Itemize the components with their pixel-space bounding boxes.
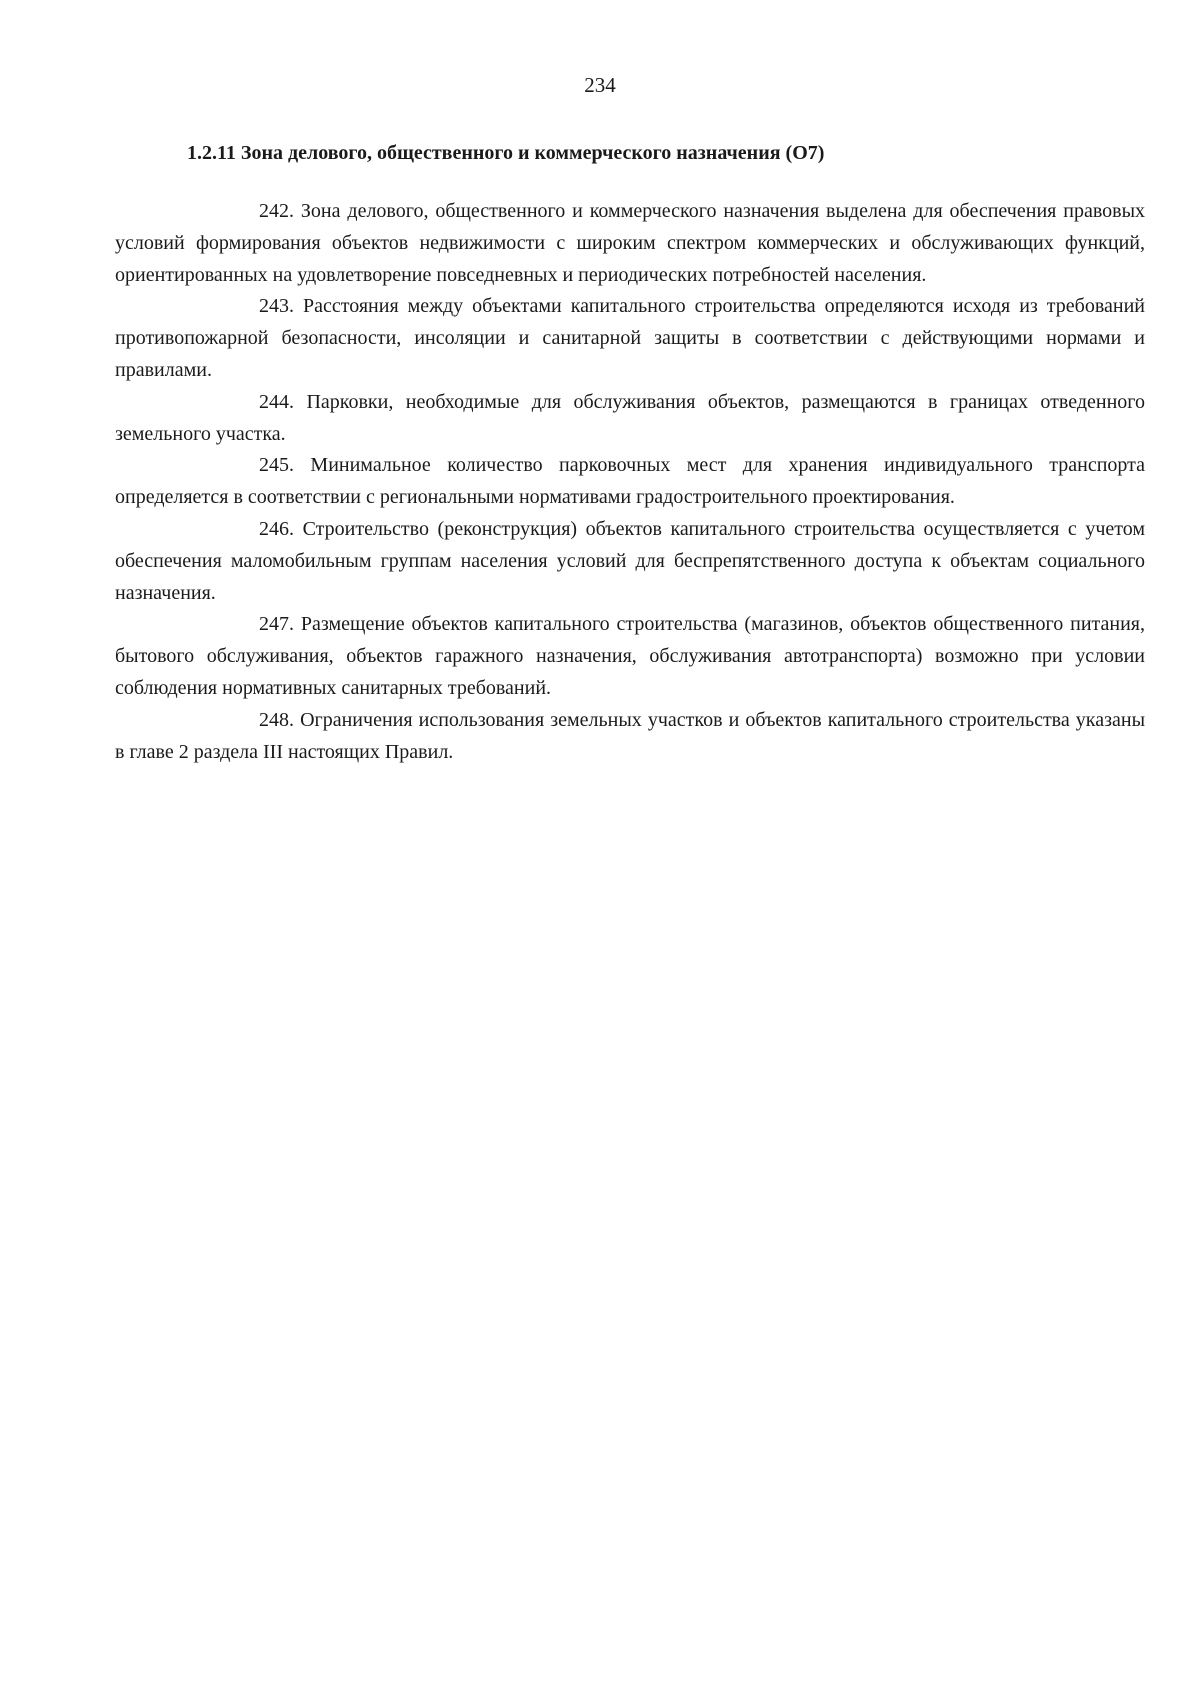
paragraph-245: [115, 450, 1145, 514]
paragraph-number: 245.: [259, 454, 294, 477]
paragraph-247: [115, 609, 1145, 704]
paragraph-number: 244.: [259, 390, 294, 413]
section-body: [115, 196, 1145, 768]
paragraph-number: 246.: [259, 517, 294, 540]
paragraph-text: Размещение объектов капитального строительства (магазинов, объектов общественного питания, бытового обслуживания, объектов гаражного назначения, обслуживания автотранспорта) возможно при условии соблюдения нормативных санитарных требований.: [115, 613, 1145, 699]
paragraph-number: 242.: [259, 200, 294, 222]
paragraph-244: [115, 387, 1145, 451]
paragraph-text: Парковки, необходимые для обслуживания объектов, размещаются в границах отведенного земельного участка.: [115, 390, 1145, 445]
paragraph-text: Расстояния между объектами капитального строительства определяются исходя из требований противопожарной безопасности, инсоляции и санитарной защиты в соответствии с действующими нормами и правилами.: [115, 295, 1145, 381]
paragraph-number: 247.: [259, 613, 294, 636]
paragraph-text: Минимальное количество парковочных мест для хранения индивидуального транспорта определяется в соответствии с региональными нормативами градостроительного проектирования.: [115, 454, 1146, 509]
paragraph-246: [115, 514, 1145, 609]
paragraph-text: Ограничения использования земельных участков и объектов капитального строительства указаны в главе 2 раздела III настоящих Правил.: [115, 708, 1146, 763]
page-number: 234: [584, 73, 616, 97]
paragraph-text: Зона делового, общественного и коммерческого назначения выделена для обеспечения правовых условий формирования объектов недвижимости с широким спектром коммерческих и обслуживающих функций, ориентированных на удовлетворение повседневных и периодических потребностей населения.: [115, 200, 1146, 286]
paragraph-number: 243.: [259, 295, 294, 318]
paragraph-248: [115, 705, 1145, 769]
paragraph-242: [115, 196, 1145, 291]
paragraph-text: Строительство (реконструкция) объектов капитального строительства осуществляется с учетом обеспечения маломобильным группам населения условий для беспрепятственного доступа к объектам социального назначения.: [115, 517, 1145, 604]
section-heading: 1.2.11 Зона делового, общественного и коммерческого назначения (О7): [187, 142, 825, 164]
paragraph-243: [115, 291, 1145, 386]
paragraph-number: 248.: [259, 708, 294, 731]
